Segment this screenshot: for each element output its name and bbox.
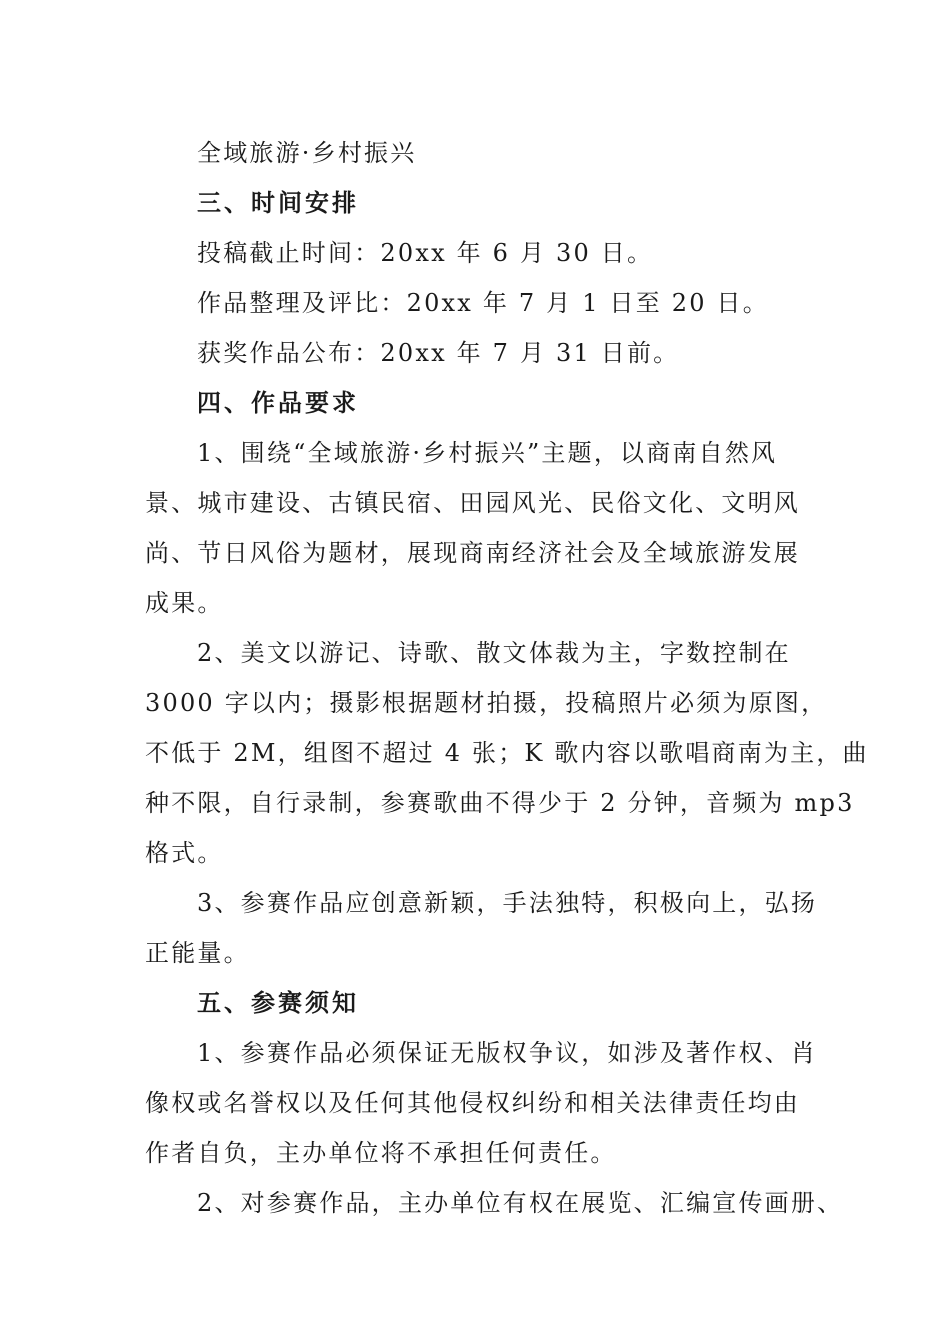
paragraph-line: 正能量。 bbox=[145, 939, 250, 967]
paragraph-line: 2、美文以游记、诗歌、散文体裁为主，字数控制在 bbox=[197, 639, 791, 667]
paragraph-line: 尚、节日风俗为题材，展现商南经济社会及全域旅游发展 bbox=[145, 539, 800, 567]
paragraph-line: 景、城市建设、古镇民宿、田园风光、民俗文化、文明风 bbox=[145, 489, 800, 517]
paragraph-line: 3000 字以内；摄影根据题材拍摄，投稿照片必须为原图， bbox=[145, 689, 828, 717]
paragraph-line: 不低于 2M，组图不超过 4 张；K 歌内容以歌唱商南为主，曲 bbox=[145, 739, 869, 767]
paragraph-line: 作者自负，主办单位将不承担任何责任。 bbox=[145, 1139, 617, 1167]
section-heading-requirements: 四、作品要求 bbox=[197, 389, 359, 417]
section-heading-schedule: 三、时间安排 bbox=[197, 189, 359, 217]
text-line: 获奖作品公布：20xx 年 7 月 31 日前。 bbox=[197, 339, 680, 367]
paragraph-line: 2、对参赛作品，主办单位有权在展览、汇编宣传画册、 bbox=[197, 1189, 844, 1217]
paragraph-line: 1、围绕“全域旅游·乡村振兴”主题，以商南自然风 bbox=[197, 439, 778, 467]
paragraph-line: 1、参赛作品必须保证无版权争议，如涉及著作权、肖 bbox=[197, 1039, 818, 1067]
paragraph-line: 种不限，自行录制，参赛歌曲不得少于 2 分钟，音频为 mp3 bbox=[145, 789, 855, 817]
paragraph-line: 3、参赛作品应创意新颖，手法独特，积极向上，弘扬 bbox=[197, 889, 818, 917]
paragraph-line: 成果。 bbox=[145, 589, 224, 617]
text-line: 全域旅游·乡村振兴 bbox=[197, 139, 417, 167]
text-line: 投稿截止时间：20xx 年 6 月 30 日。 bbox=[197, 239, 654, 267]
section-heading-notice: 五、参赛须知 bbox=[197, 989, 359, 1017]
paragraph-line: 格式。 bbox=[145, 839, 224, 867]
text-line: 作品整理及评比：20xx 年 7 月 1 日至 20 日。 bbox=[197, 289, 769, 317]
document-page bbox=[145, 128, 869, 1228]
paragraph-line: 像权或名誉权以及任何其他侵权纠纷和相关法律责任均由 bbox=[145, 1089, 800, 1117]
